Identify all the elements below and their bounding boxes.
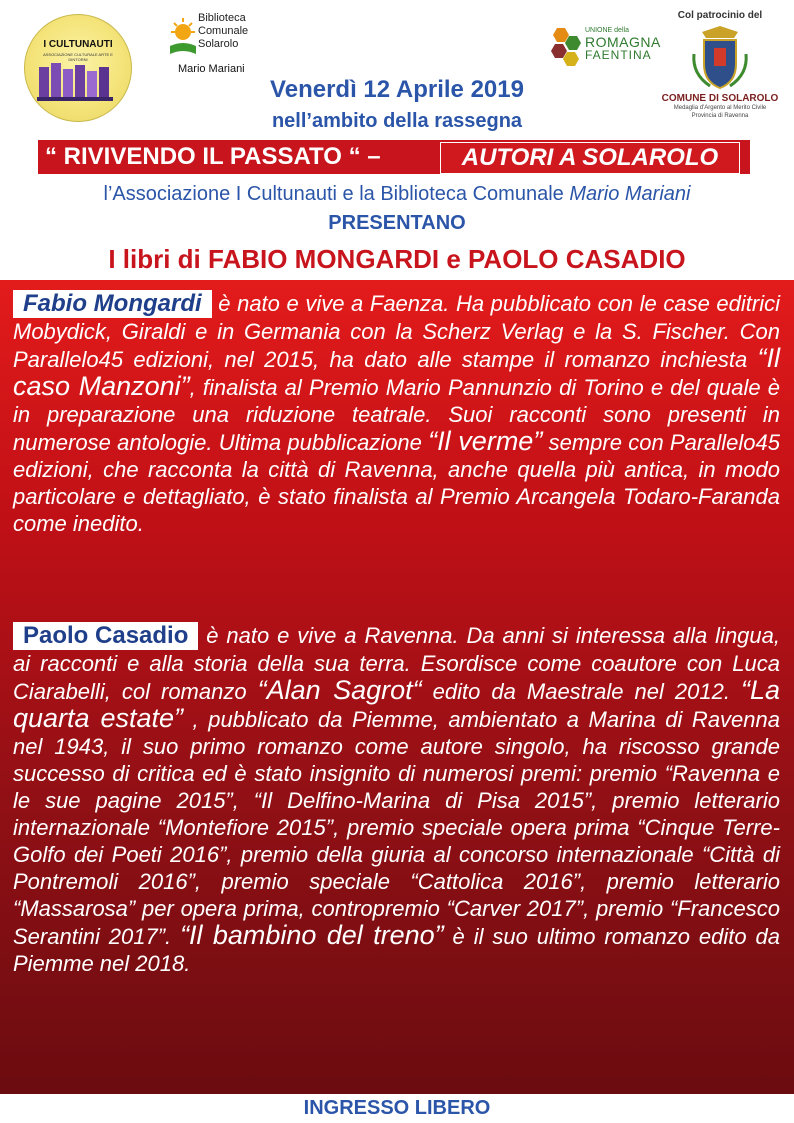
romagna-line2: ROMAGNA [585,34,661,50]
romagna-line3: FAENTINA [585,48,652,62]
bio-text: è nato e vive a Ravenna. Da anni si interessa alla lingua, ai racconti e alla storia della sua terra. Esordisce come coautore con Luca Ciarabelli, col romanzo [13,623,780,704]
bio-text: è il suo ultimo romanzo edito da Piemme nel 2018. [13,924,780,976]
hexagons-icon [547,26,583,66]
presenters-line [0,183,794,206]
author-bio [13,622,780,977]
bio-text: sempre con Parallelo45 edizioni, che racconta la città di Ravenna, anche quella più antica, in modo particolare e dettagliato, è stato finalista al Premio Arcangela Todaro-Faranda come inedito. [13,430,781,536]
cultunauti-logo-title: I CULTUNAUTI [43,39,113,50]
biblioteca-logo [168,12,278,82]
book-title: “La quarta estate” [13,675,781,733]
solarolo-logo [655,10,785,125]
free-entry: INGRESSO LIBERO [303,1097,491,1119]
comune-name: COMUNE DI SOLAROLO [661,93,779,104]
bio-text: , finalista al Premio Mario Pannunzio di Torino e del quale è in preparazione una riduzione teatrale. Suoi racconti sono presenti in numerose antologie. Ultima pubblicazione [13,375,780,455]
author-name: Paolo Casadio [13,622,198,650]
biblioteca-line3: Solarolo [198,38,239,50]
event-date: Venerdì 12 Aprile 2019 [270,76,524,103]
bio-text: è nato e vive a Faenza. Ha pubblicato con le case editrici Mobydick, Giraldi e in Germania con la Scherz Verlag e la S. Fischer. Con Parallelo45 edizioni, nel 2015, ha dato alle stampe il romanzo inchiesta [13,291,780,372]
comune-medaglia: Medaglia d'Argento al Merito Civile [673,105,767,111]
comune-provincia: Provincia di Ravenna [691,113,749,119]
biblioteca-logo-text [198,12,248,51]
cultunauti-logo-subtitle: ASSOCIAZIONE CULTURALE ARTE E DINTORNI [43,52,113,62]
biblioteca-line1: Biblioteca [198,12,246,24]
presentano-text: PRESENTANO [328,212,466,234]
bio-text: , pubblicato da Piemme, ambientato a Marina di Ravenna nel 1943, il suo primo romanzo come autore singolo, ha riscosso grande successo di critica ed è stato insignito di numerosi premi: premio “Ravenna e le sue pagine 2015”, “Il Delfino-Marina di Pisa 2015”, premio letterario internazionale “Montefiore 2015”, premio speciale opera prima “Cinque Terre-Golfo dei Poeti 2016”, premio della giuria al concorso internazionale “Città di Pontremoli 2016”, premio speciale “Cattolica 2016”, premio letterario “Massarosa” per opera prima, contropremio “Carver 2017”, premio “Francesco Serantini 2017”. [13,707,780,949]
sun-book-icon [168,16,198,60]
ambito-text: nell’ambito della rassegna [271,110,523,132]
book-title: “Il caso Manzoni” [13,343,780,401]
author-bio [13,290,780,537]
presenters-text: l’Associazione I Cultunauti e la Biblioteca Comunale [103,183,570,205]
biblioteca-logo-name: Mario Mariani [178,63,245,75]
patrocinio-text: Col patrocinio del [677,10,763,21]
library-name: Mario Mariani [569,183,691,205]
author-name: Fabio Mongardi [13,290,212,318]
biblioteca-line2: Comunale [198,25,249,37]
romagna-line1: UNIONE della [585,27,629,34]
book-title: “Il verme” [428,426,543,456]
rassegna-title: “ RIVIVENDO IL PASSATO “ – [45,143,381,170]
book-title: “Il bambino del treno” [180,920,444,950]
cultunauti-logo [24,14,132,122]
rassegna-subtitle: AUTORI A SOLAROLO [440,142,740,174]
romagna-logo [547,24,662,74]
book-title: “Alan Sagrot“ [257,675,422,705]
bio-text: edito da Maestrale nel 2012. [421,679,741,704]
books-title: I libri di FABIO MONGARDI e PAOLO CASADIO [108,244,686,274]
